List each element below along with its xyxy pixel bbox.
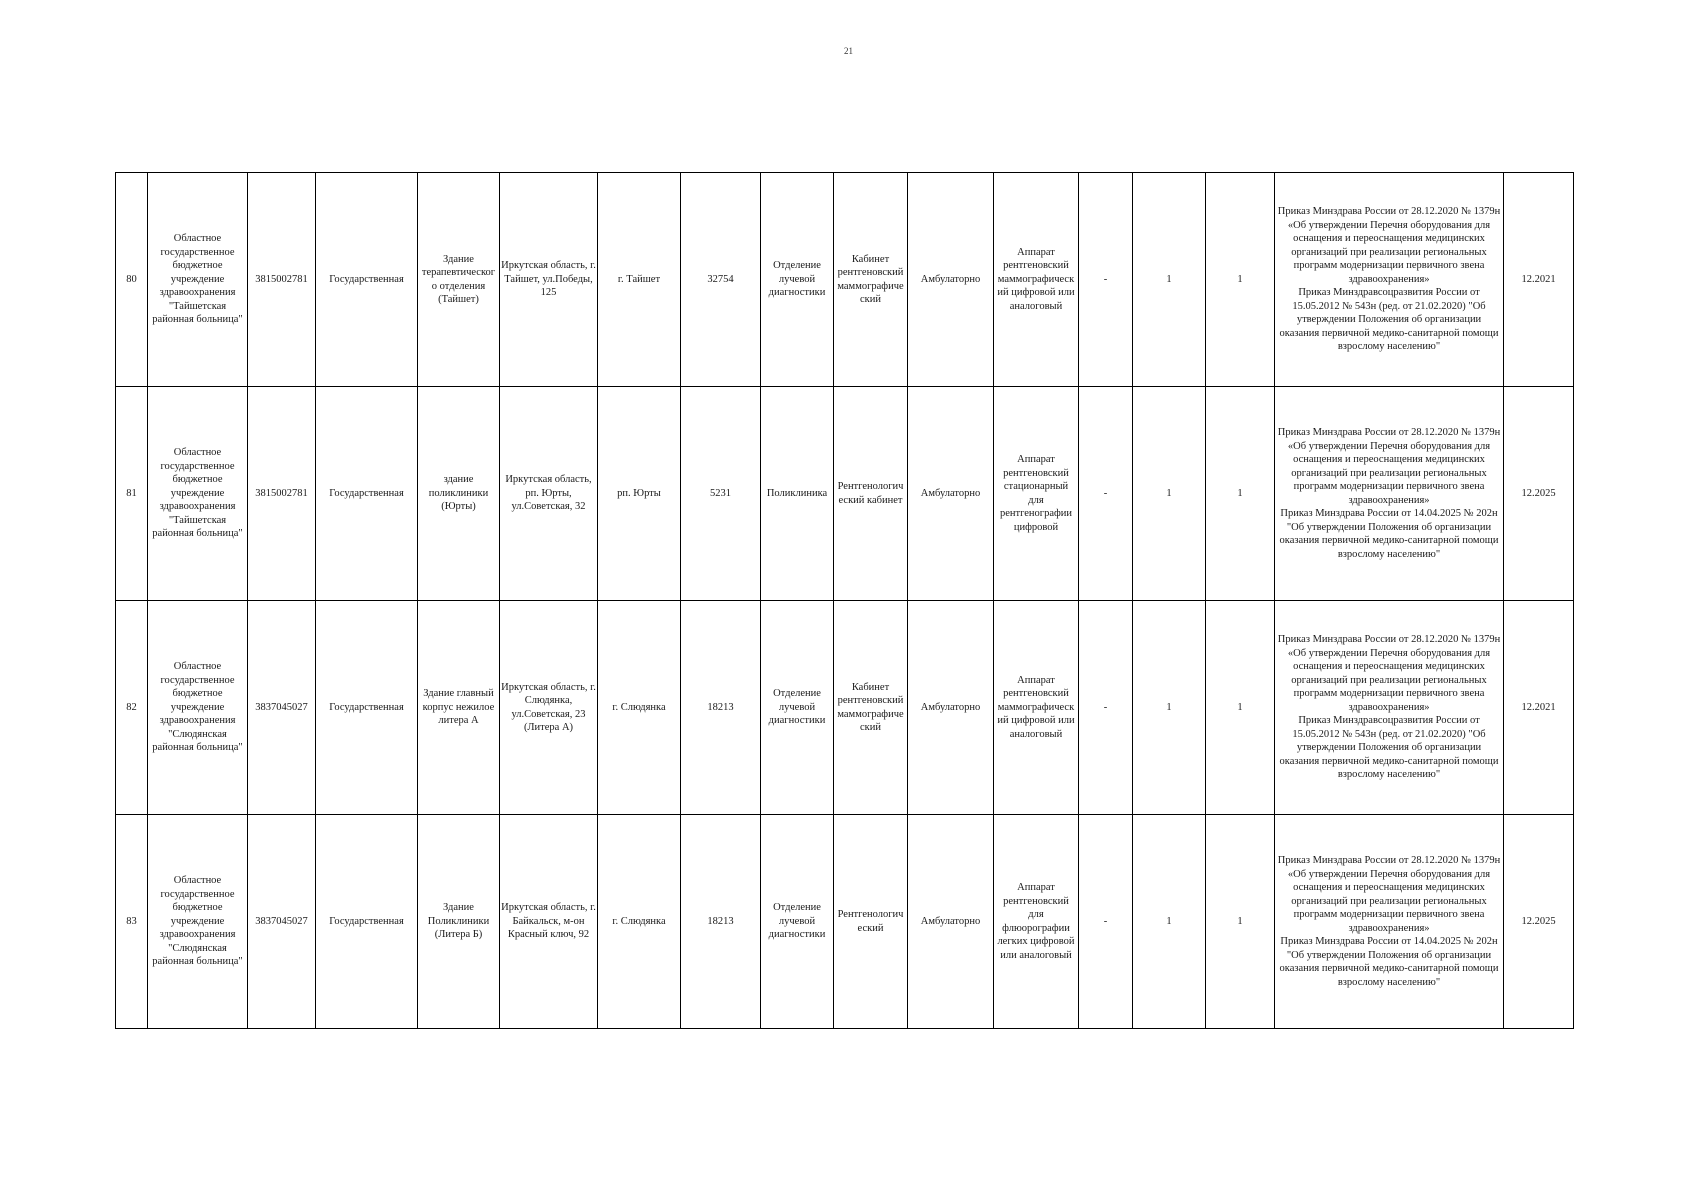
cell-legal-basis: Приказ Минздрава России от 28.12.2020 № 1379н «Об утверждении Перечня оборудования для оснащения и переоснащения медицинских организаций при реализации региональных программ модернизации первичного звена здравоохранения» Приказ Минздравсоцразвития России от 15.05.2012 № 543н (ред. от 21.02.2020) "Об утверждении Положения об организации оказания первичной медико-санитарной помощи взрослому населению" <box>1275 173 1504 387</box>
cell-department: Отделение лучевой диагностики <box>761 815 834 1029</box>
cell-building: здание поликлиники (Юрты) <box>418 387 500 601</box>
cell-organization: Областное государственное бюджетное учреждение здравоохранения "Слюдянская районная больница" <box>148 601 248 815</box>
cell-inn: 3837045027 <box>248 815 316 1029</box>
cell-row-number: 80 <box>116 173 148 387</box>
cell-col15: 1 <box>1206 601 1275 815</box>
cell-building: Здание главный корпус нежилое литера А <box>418 601 500 815</box>
cell-cabinet: Рентгенологич еский кабинет <box>834 387 908 601</box>
cell-organization: Областное государственное бюджетное учреждение здравоохранения "Тайшетская районная больница" <box>148 173 248 387</box>
cell-population: 5231 <box>681 387 761 601</box>
cell-building: Здание Поликлиники (Литера Б) <box>418 815 500 1029</box>
cell-equipment: Аппарат рентгеновский маммографическ ий цифровой или аналоговый <box>994 173 1079 387</box>
cell-cabinet: Кабинет рентгеновский маммографиче ский <box>834 601 908 815</box>
cell-inn: 3815002781 <box>248 387 316 601</box>
table-row <box>116 815 1574 1029</box>
cell-care-type: Амбулаторно <box>908 815 994 1029</box>
cell-row-number: 83 <box>116 815 148 1029</box>
cell-col14: 1 <box>1133 387 1206 601</box>
cell-ownership: Государственная <box>316 173 418 387</box>
cell-locality: г. Слюдянка <box>598 601 681 815</box>
cell-address: Иркутская область, рп. Юрты, ул.Советская, 32 <box>500 387 598 601</box>
cell-col13: - <box>1079 173 1133 387</box>
cell-department: Поликлиника <box>761 387 834 601</box>
cell-equipment: Аппарат рентгеновский для флюорографии легких цифровой или аналоговый <box>994 815 1079 1029</box>
cell-ownership: Государственная <box>316 387 418 601</box>
cell-col14: 1 <box>1133 601 1206 815</box>
cell-organization: Областное государственное бюджетное учреждение здравоохранения "Слюдянская районная больница" <box>148 815 248 1029</box>
cell-care-type: Амбулаторно <box>908 387 994 601</box>
cell-building: Здание терапевтическог о отделения (Тайшет) <box>418 173 500 387</box>
cell-col14: 1 <box>1133 173 1206 387</box>
cell-population: 32754 <box>681 173 761 387</box>
cell-col13: - <box>1079 601 1133 815</box>
cell-inn: 3815002781 <box>248 173 316 387</box>
cell-legal-basis: Приказ Минздрава России от 28.12.2020 № 1379н «Об утверждении Перечня оборудования для оснащения и переоснащения медицинских организаций при реализации региональных программ модернизации первичного звена здравоохранения» Приказ Минздравсоцразвития России от 15.05.2012 № 543н (ред. от 21.02.2020) "Об утверждении Положения об организации оказания первичной медико-санитарной помощи взрослому населению" <box>1275 601 1504 815</box>
cell-population: 18213 <box>681 601 761 815</box>
cell-department: Отделение лучевой диагностики <box>761 173 834 387</box>
cell-organization: Областное государственное бюджетное учреждение здравоохранения "Тайшетская районная больница" <box>148 387 248 601</box>
cell-address: Иркутская область, г. Слюдянка, ул.Советская, 23 (Литера А) <box>500 601 598 815</box>
cell-date: 12.2025 <box>1504 387 1574 601</box>
cell-department: Отделение лучевой диагностики <box>761 601 834 815</box>
cell-address: Иркутская область, г. Байкальск, м-он Красный ключ, 92 <box>500 815 598 1029</box>
equipment-registry-table <box>115 172 1574 1029</box>
cell-date: 12.2021 <box>1504 601 1574 815</box>
cell-cabinet: Рентгенологич еский <box>834 815 908 1029</box>
cell-ownership: Государственная <box>316 815 418 1029</box>
cell-col15: 1 <box>1206 387 1275 601</box>
page-number: 21 <box>844 46 853 56</box>
cell-row-number: 82 <box>116 601 148 815</box>
cell-row-number: 81 <box>116 387 148 601</box>
cell-locality: рп. Юрты <box>598 387 681 601</box>
cell-col13: - <box>1079 815 1133 1029</box>
cell-locality: г. Слюдянка <box>598 815 681 1029</box>
cell-population: 18213 <box>681 815 761 1029</box>
cell-care-type: Амбулаторно <box>908 601 994 815</box>
cell-col14: 1 <box>1133 815 1206 1029</box>
cell-locality: г. Тайшет <box>598 173 681 387</box>
table-row <box>116 601 1574 815</box>
cell-col15: 1 <box>1206 815 1275 1029</box>
cell-col13: - <box>1079 387 1133 601</box>
cell-date: 12.2021 <box>1504 173 1574 387</box>
cell-ownership: Государственная <box>316 601 418 815</box>
cell-col15: 1 <box>1206 173 1275 387</box>
cell-care-type: Амбулаторно <box>908 173 994 387</box>
cell-address: Иркутская область, г. Тайшет, ул.Победы, 125 <box>500 173 598 387</box>
cell-legal-basis: Приказ Минздрава России от 28.12.2020 № 1379н «Об утверждении Перечня оборудования для оснащения и переоснащения медицинских организаций при реализации региональных программ модернизации первичного звена здравоохранения» Приказ Минздрава России от 14.04.2025 № 202н "Об утверждении Положения об организации оказания первичной медико-санитарной помощи взрослому населению" <box>1275 815 1504 1029</box>
table-row <box>116 173 1574 387</box>
cell-legal-basis: Приказ Минздрава России от 28.12.2020 № 1379н «Об утверждении Перечня оборудования для оснащения и переоснащения медицинских организаций при реализации региональных программ модернизации первичного звена здравоохранения» Приказ Минздрава России от 14.04.2025 № 202н "Об утверждении Положения об организации оказания первичной медико-санитарной помощи взрослому населению" <box>1275 387 1504 601</box>
cell-cabinet: Кабинет рентгеновский маммографиче ский <box>834 173 908 387</box>
cell-equipment: Аппарат рентгеновский стационарный для рентгенографии цифровой <box>994 387 1079 601</box>
cell-date: 12.2025 <box>1504 815 1574 1029</box>
cell-inn: 3837045027 <box>248 601 316 815</box>
cell-equipment: Аппарат рентгеновский маммографическ ий цифровой или аналоговый <box>994 601 1079 815</box>
table-row <box>116 387 1574 601</box>
